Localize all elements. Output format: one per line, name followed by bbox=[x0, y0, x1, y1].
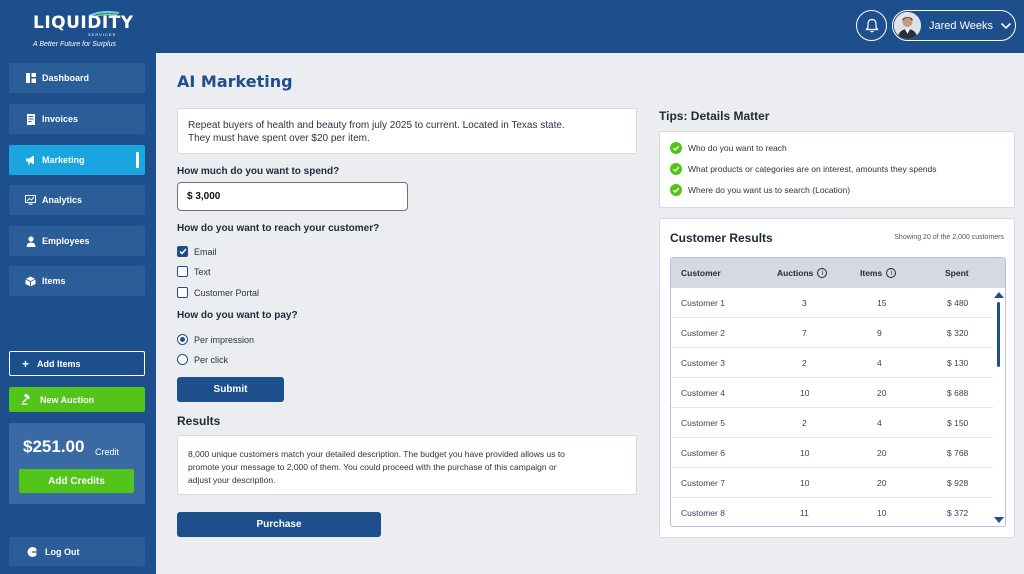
option-per-click[interactable] bbox=[177, 354, 228, 365]
checkbox[interactable] bbox=[177, 287, 188, 298]
tips-card bbox=[659, 131, 1015, 208]
customer-table bbox=[670, 257, 1006, 527]
option-customer-portal[interactable] bbox=[177, 287, 259, 298]
active-indicator bbox=[136, 152, 139, 168]
cell-items: 15 bbox=[877, 298, 887, 308]
results-line: 8,000 unique customers match your detailed description. The budget you have provided allows us to bbox=[188, 449, 565, 459]
customer-results-subtitle: Showing 20 of the 2,000 customers bbox=[894, 234, 1004, 241]
chevron-down-icon bbox=[1000, 22, 1012, 30]
sidebar-item-label: Dashboard bbox=[42, 73, 90, 83]
column-label: Items bbox=[860, 268, 883, 278]
table-header bbox=[671, 258, 1006, 288]
cell-spent: $ 480 bbox=[947, 298, 969, 308]
table-row[interactable] bbox=[671, 408, 993, 438]
results-line: promote your message to 2,000 of them. You could proceed with the purchase of this campaign or bbox=[188, 462, 557, 472]
table-row[interactable] bbox=[671, 468, 993, 498]
cell-auctions: 10 bbox=[800, 448, 810, 458]
sidebar-item-label: Employees bbox=[42, 236, 90, 246]
table-row[interactable] bbox=[671, 438, 993, 468]
check-icon bbox=[179, 248, 187, 255]
info-icon[interactable]: i bbox=[886, 268, 896, 278]
credit-label: Credit bbox=[95, 447, 120, 457]
results-heading: Results bbox=[177, 414, 221, 428]
bell-icon bbox=[865, 18, 879, 33]
pay-question: How do you want to pay? bbox=[177, 310, 298, 321]
purchase-button[interactable]: Purchase bbox=[177, 512, 381, 537]
cell-customer: Customer 3 bbox=[681, 358, 725, 368]
logout-button[interactable] bbox=[9, 537, 145, 566]
cell-customer: Customer 7 bbox=[681, 478, 725, 488]
reach-question: How do you want to reach your customer? bbox=[177, 223, 380, 234]
tip-text: What products or categories are on interest, amounts they spends bbox=[688, 164, 937, 174]
sidebar-item-dashboard[interactable] bbox=[9, 63, 145, 93]
checkbox-checked[interactable] bbox=[177, 246, 188, 257]
notifications-button[interactable] bbox=[856, 10, 887, 41]
description-line: Repeat buyers of health and beauty from july 2025 to current. Located in Texas state. bbox=[188, 120, 565, 131]
cell-spent: $ 372 bbox=[947, 508, 969, 518]
check-badge-icon bbox=[670, 163, 682, 175]
table-row[interactable] bbox=[671, 288, 993, 318]
radio[interactable] bbox=[177, 354, 188, 365]
cell-customer: Customer 8 bbox=[681, 508, 725, 518]
spend-question: How much do you want to spend? bbox=[177, 166, 340, 177]
analytics-icon bbox=[25, 195, 36, 206]
customer-results-title: Customer Results bbox=[670, 231, 773, 245]
column-header-spent[interactable] bbox=[945, 268, 969, 278]
cell-items: 4 bbox=[877, 358, 882, 368]
results-line: adjust your description. bbox=[188, 475, 276, 485]
cell-auctions: 2 bbox=[802, 358, 807, 368]
megaphone-icon bbox=[25, 155, 36, 166]
table-row[interactable] bbox=[671, 348, 993, 378]
add-credits-button[interactable]: Add Credits bbox=[19, 469, 134, 493]
option-email[interactable] bbox=[177, 246, 217, 257]
column-label: Auctions bbox=[777, 268, 814, 278]
box-icon bbox=[25, 276, 36, 287]
add-items-label: Add Items bbox=[37, 358, 81, 369]
logo-wordmark: LIQUIDITY bbox=[33, 13, 134, 33]
cell-items: 4 bbox=[877, 418, 882, 428]
user-menu[interactable] bbox=[892, 10, 1016, 41]
cell-customer: Customer 4 bbox=[681, 388, 725, 398]
check-badge-icon bbox=[670, 184, 682, 196]
table-row[interactable] bbox=[671, 498, 993, 527]
cell-customer: Customer 1 bbox=[681, 298, 725, 308]
top-bar bbox=[0, 0, 1024, 53]
cell-customer: Customer 2 bbox=[681, 328, 725, 338]
sidebar bbox=[0, 53, 156, 574]
cell-items: 20 bbox=[877, 448, 887, 458]
tip-item bbox=[670, 163, 937, 175]
cell-customer: Customer 5 bbox=[681, 418, 725, 428]
tagline: A Better Future for Surplus bbox=[33, 41, 116, 48]
cell-auctions: 11 bbox=[800, 508, 809, 518]
invoice-icon bbox=[25, 114, 36, 125]
scroll-down-icon[interactable] bbox=[994, 517, 1004, 523]
description-input[interactable] bbox=[177, 108, 637, 154]
sidebar-item-label: Marketing bbox=[42, 155, 85, 165]
sidebar-item-label: Analytics bbox=[42, 195, 83, 205]
tip-item bbox=[670, 184, 850, 196]
tip-text: Who do you want to reach bbox=[688, 143, 787, 153]
cell-auctions: 10 bbox=[800, 388, 810, 398]
scroll-up-icon[interactable] bbox=[994, 292, 1004, 298]
cell-items: 9 bbox=[877, 328, 882, 338]
avatar bbox=[894, 12, 921, 39]
cell-spent: $ 928 bbox=[947, 478, 969, 488]
column-header-items[interactable] bbox=[860, 268, 896, 278]
column-label: Spent bbox=[945, 268, 969, 278]
option-label: Email bbox=[194, 246, 217, 257]
page-title: AI Marketing bbox=[177, 72, 293, 91]
check-badge-icon bbox=[670, 142, 682, 154]
credit-amount: $251.00 bbox=[23, 437, 85, 456]
sidebar-item-label: Items bbox=[42, 276, 66, 286]
table-row[interactable] bbox=[671, 318, 993, 348]
option-label: Per impression bbox=[194, 334, 255, 345]
employee-icon bbox=[25, 236, 36, 247]
sidebar-item-employees[interactable] bbox=[9, 226, 145, 256]
user-name: Jared Weeks bbox=[929, 19, 993, 32]
budget-input[interactable]: $ 3,000 bbox=[177, 182, 408, 211]
info-icon[interactable]: i bbox=[817, 268, 827, 278]
cell-items: 20 bbox=[877, 478, 887, 488]
gavel-icon bbox=[21, 394, 32, 405]
credit-panel bbox=[9, 423, 145, 504]
cell-items: 20 bbox=[877, 388, 887, 398]
column-label: Customer bbox=[681, 268, 721, 278]
option-text[interactable] bbox=[177, 266, 211, 277]
submit-button[interactable]: Submit bbox=[177, 377, 284, 402]
cell-spent: $ 150 bbox=[947, 418, 969, 428]
column-header-auctions[interactable] bbox=[777, 268, 827, 278]
option-label: Per click bbox=[194, 354, 229, 365]
checkbox[interactable] bbox=[177, 266, 188, 277]
tip-item bbox=[670, 142, 787, 154]
cell-customer: Customer 6 bbox=[681, 448, 725, 458]
sidebar-item-analytics[interactable] bbox=[9, 185, 145, 215]
cell-auctions: 3 bbox=[802, 298, 807, 308]
sidebar-item-marketing[interactable] bbox=[9, 145, 145, 175]
option-label: Text bbox=[194, 266, 211, 277]
new-auction-button[interactable] bbox=[9, 387, 145, 412]
results-card bbox=[177, 435, 637, 495]
cell-spent: $ 320 bbox=[947, 328, 969, 338]
description-line: They must have spent over $20 per item. bbox=[188, 133, 370, 144]
tips-heading: Tips: Details Matter bbox=[659, 109, 770, 123]
option-label: Customer Portal bbox=[194, 287, 260, 298]
add-items-button[interactable] bbox=[9, 351, 145, 376]
plus-icon: + bbox=[22, 356, 30, 371]
cell-spent: $ 768 bbox=[947, 448, 969, 458]
cell-auctions: 7 bbox=[802, 328, 807, 338]
option-per-impression[interactable] bbox=[177, 334, 254, 345]
logout-label: Log Out bbox=[45, 546, 80, 557]
column-header-customer[interactable] bbox=[681, 268, 721, 278]
cell-auctions: 2 bbox=[802, 418, 807, 428]
logo-subtext: SERVICES bbox=[88, 32, 117, 37]
scrollbar-thumb[interactable] bbox=[997, 302, 1000, 367]
cell-auctions: 10 bbox=[800, 478, 810, 488]
sidebar-item-invoices[interactable] bbox=[9, 104, 145, 134]
customer-results-card bbox=[659, 218, 1015, 538]
cell-spent: $ 688 bbox=[947, 388, 969, 398]
logout-icon bbox=[27, 546, 39, 558]
table-row[interactable] bbox=[671, 378, 993, 408]
tip-text: Where do you want us to search (Location) bbox=[688, 185, 851, 195]
sidebar-item-items[interactable] bbox=[9, 266, 145, 296]
cell-spent: $ 130 bbox=[947, 358, 969, 368]
dashboard-icon bbox=[25, 73, 36, 84]
new-auction-label: New Auction bbox=[40, 394, 95, 405]
radio-selected[interactable] bbox=[177, 334, 188, 345]
cell-items: 10 bbox=[877, 508, 887, 518]
sidebar-item-label: Invoices bbox=[42, 114, 79, 124]
